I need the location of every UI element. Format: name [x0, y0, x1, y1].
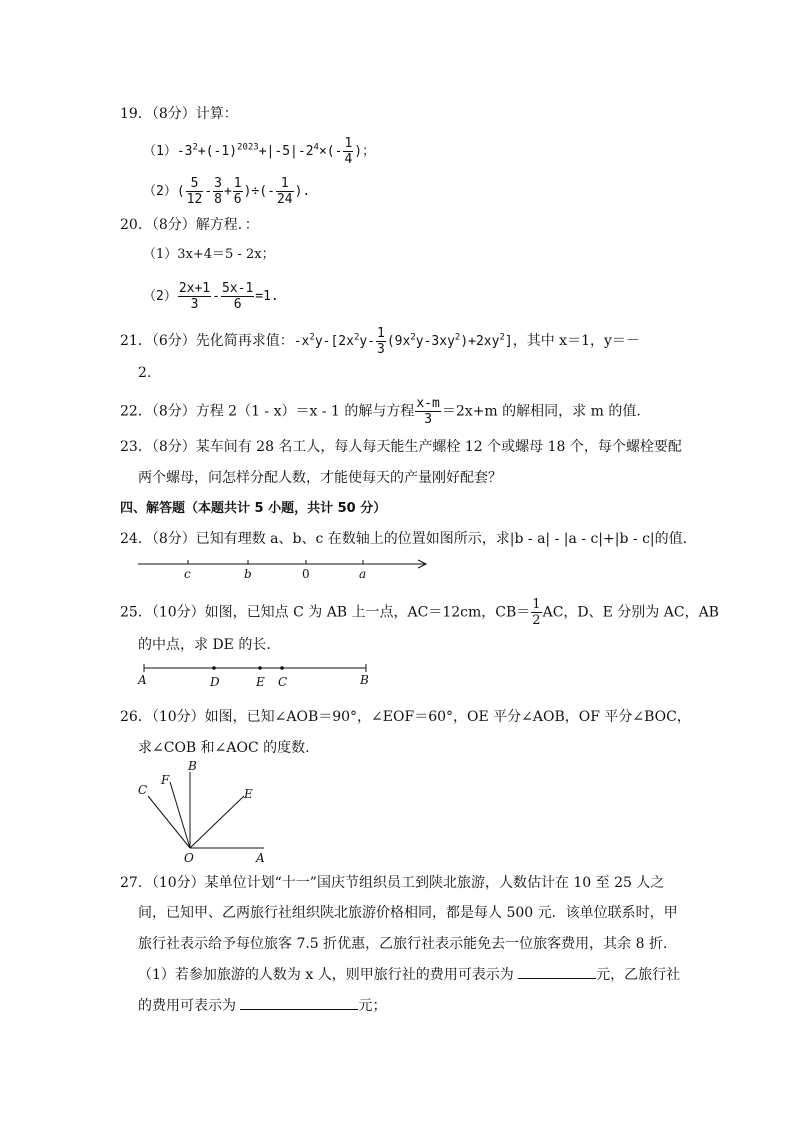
- term: y-[2x: [314, 334, 354, 349]
- exponent: 2: [499, 332, 505, 343]
- operator: +: [223, 184, 232, 199]
- angle-figure: [132, 758, 272, 866]
- q27-line3: 旅行社表示给予每位旅客 7.5 折优惠，乙旅行社表示能免去一位旅客费用，其余 8 折．: [138, 936, 677, 952]
- operator: -: [212, 289, 220, 304]
- q22: [120, 396, 641, 427]
- question-text: 25．（10分）如图，已知点 C 为 AB 上一点，AC＝12cm，CB＝: [120, 604, 531, 621]
- q25-line2: 的中点，求 DE 的长.: [138, 637, 271, 653]
- point-d: [212, 666, 216, 670]
- numerator: 1: [344, 136, 353, 151]
- denominator: 8: [214, 192, 222, 207]
- label-c: c: [184, 567, 191, 581]
- q21-line2: 2.: [138, 365, 152, 381]
- q19-part2: [143, 176, 310, 207]
- fraction: [415, 396, 440, 427]
- denominator: 6: [233, 297, 242, 312]
- answer-blank-1[interactable]: [518, 964, 596, 979]
- q20-heading: 20．（8分）解方程．：: [120, 217, 259, 233]
- fraction: [213, 176, 223, 207]
- question-text: 元；: [358, 998, 387, 1014]
- numerator: 1: [532, 597, 541, 612]
- part-number: （2）(: [143, 184, 185, 199]
- q20-part1: （1）3x+4＝5 - 2x；: [143, 247, 275, 262]
- ray-oe: [190, 796, 244, 848]
- ray-of: [170, 782, 190, 848]
- q27-line4: [138, 964, 680, 986]
- exponent: 2: [410, 332, 416, 343]
- denominator: 3: [377, 342, 385, 357]
- term: -3: [176, 144, 193, 159]
- term: y-3xy: [415, 334, 455, 349]
- operator: -: [204, 184, 213, 199]
- term: y-: [359, 334, 376, 349]
- q20-part2: [143, 281, 279, 312]
- label-c: C: [278, 675, 288, 689]
- question-text: ＝2x+m 的解相同，求 m 的值.: [441, 403, 641, 420]
- label-c: C: [138, 783, 148, 797]
- term: )÷(: [243, 184, 268, 199]
- denominator: 3: [190, 297, 199, 312]
- denominator: 12: [186, 192, 203, 207]
- point-e: [258, 666, 262, 670]
- segment-figure: [136, 660, 376, 690]
- fraction: [233, 176, 243, 207]
- term: +|-5|-2: [258, 144, 314, 159]
- label-a: A: [256, 851, 265, 865]
- exponent: 2: [454, 332, 461, 343]
- expression: [293, 326, 513, 357]
- label-d: D: [210, 675, 220, 689]
- point-c: [280, 666, 284, 670]
- numerator: 1: [377, 326, 385, 341]
- term: ×(: [318, 144, 335, 159]
- label-e: E: [256, 675, 265, 689]
- label-zero: 0: [302, 567, 310, 581]
- q19-part1: [143, 136, 375, 167]
- denominator: 6: [233, 192, 242, 207]
- term: ).: [294, 184, 311, 199]
- denominator: 4: [344, 152, 353, 167]
- minus-sign: -: [267, 184, 275, 199]
- term: +(-1): [197, 144, 238, 159]
- label-f: F: [161, 773, 170, 787]
- fraction: [276, 176, 294, 207]
- ray-oc: [148, 796, 190, 848]
- question-text: 22．（8分）方程 2（1 - x）＝x - 1 的解与方程: [120, 403, 415, 420]
- q23-line1: 23．（8分）某车间有 28 名工人，每人每天能生产螺栓 12 个或螺母 18 个，每个螺栓要配: [120, 439, 682, 455]
- q26-line2: 求∠COB 和∠AOC 的度数.: [138, 740, 310, 756]
- numerator: 2x+1: [178, 281, 211, 296]
- term: =1.: [255, 289, 279, 304]
- exponent: 2: [192, 142, 198, 153]
- fraction: [343, 136, 353, 167]
- term: )；: [354, 144, 376, 159]
- q24-text: 24．（8分）已知有理数 a、b、c 在数轴上的位置如图所示，求|b - a| - |a - c|+|b - c|的值.: [120, 531, 688, 547]
- fraction: [186, 176, 204, 207]
- exponent: 2: [353, 332, 360, 343]
- label-b: B: [360, 673, 369, 687]
- denominator: 2: [532, 613, 541, 628]
- term: (9x: [386, 334, 411, 349]
- numerator: 5: [186, 176, 204, 192]
- exponent: 2: [309, 332, 315, 343]
- label-b: B: [188, 759, 197, 773]
- q27-line1: 27．（10分）某单位计划“十一”国庆节组织员工到陕北旅游，人数估计在 10 至 25 人之: [120, 875, 665, 891]
- question-text: 元，乙旅行社: [596, 967, 681, 983]
- question-text: 21．（6分）先化简再求值：: [120, 333, 294, 349]
- number-line-figure: [130, 550, 440, 584]
- part-number: （1）: [143, 144, 177, 159]
- term: )+2xy: [460, 334, 500, 349]
- numerator: 1: [276, 176, 294, 192]
- denominator: 3: [424, 412, 433, 427]
- denominator: 24: [276, 192, 293, 207]
- answer-blank-2[interactable]: [240, 995, 358, 1010]
- part-number: （2）: [143, 289, 177, 304]
- fraction: [178, 281, 211, 312]
- numerator: 5x-1: [221, 281, 254, 296]
- question-text: AC，D、E 分别为 AC，AB: [542, 604, 719, 621]
- q25-line1: [120, 597, 719, 628]
- fraction: [531, 597, 541, 628]
- label-o: O: [184, 851, 194, 865]
- term: -x: [293, 334, 310, 349]
- q27-line2: 间，已知甲、乙两旅行社组织陕北旅游价格相同，都是每人 500 元．该单位联系时，甲: [138, 905, 678, 921]
- exponent: 4: [313, 142, 319, 153]
- question-text: 的费用可表示为: [138, 998, 241, 1014]
- q21-line1: [120, 326, 640, 357]
- question-text: （1）若参加旅游的人数为 x 人，则甲旅行社的费用可表示为: [138, 967, 519, 983]
- numerator: 1: [233, 176, 242, 191]
- q19-heading: 19．（8分）计算：: [120, 106, 238, 122]
- fraction: [221, 281, 254, 312]
- label-a: a: [359, 567, 367, 581]
- q23-line2: 两个螺母，问怎样分配人数，才能使每天的产量刚好配套？: [138, 470, 502, 486]
- fraction: [376, 326, 386, 357]
- q26-line1: 26．（10分）如图，已知∠AOB＝90°，∠EOF＝60°，OE 平分∠AOB，OF 平分∠BOC，: [120, 709, 691, 725]
- label-a: A: [138, 673, 147, 687]
- label-e: E: [244, 787, 253, 801]
- term: ]: [504, 334, 513, 349]
- numerator: x-m: [416, 396, 440, 411]
- q27-line5: [138, 995, 386, 1017]
- label-b: b: [244, 567, 252, 581]
- minus-sign: -: [334, 144, 343, 159]
- section-heading: 四、解答题（本题共计 5 小题，共计 50 分）: [120, 501, 387, 516]
- numerator: 3: [214, 176, 222, 191]
- question-text: ，其中 x＝1，y＝－: [512, 333, 640, 349]
- exponent: 2023: [237, 142, 259, 153]
